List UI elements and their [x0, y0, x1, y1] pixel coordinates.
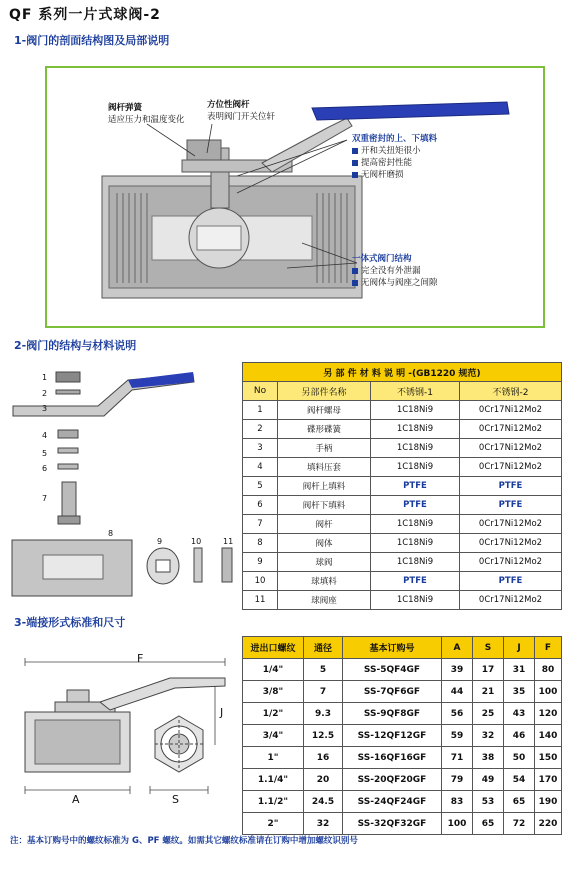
table-cell: 0Cr17Ni12Mo2	[460, 553, 562, 572]
body-item: 完全没有外泄漏	[352, 265, 438, 277]
table-row	[243, 572, 562, 591]
table-cell: SS-9QF8GF	[343, 703, 442, 725]
spring-callout-title: 阀杆弹簧	[108, 103, 143, 113]
table-cell: 7	[304, 681, 343, 703]
table-cell: 0Cr17Ni12Mo2	[460, 458, 562, 477]
table-cell: 43	[504, 703, 535, 725]
table-row	[243, 769, 562, 791]
table-cell: 1.1/2"	[243, 791, 304, 813]
table-cell: 54	[504, 769, 535, 791]
table-cell: 9.3	[304, 703, 343, 725]
table-cell: 阀体	[278, 534, 371, 553]
table-row	[243, 791, 562, 813]
body-callout	[352, 253, 438, 289]
table-cell: 5	[304, 659, 343, 681]
table-cell: 阀杆螺母	[278, 401, 371, 420]
table-cell: 8	[243, 534, 278, 553]
part-number-9: 9	[157, 537, 163, 546]
table-cell: 2"	[243, 813, 304, 835]
page-title: QF 系列一片式球阀-2	[9, 7, 161, 23]
table-cell: 150	[535, 747, 562, 769]
table-cell: 1C18Ni9	[371, 420, 460, 439]
table-cell: 32	[473, 725, 504, 747]
table-row	[243, 747, 562, 769]
dim-label-f: F	[137, 652, 144, 665]
dim-label-s: S	[172, 793, 179, 806]
col-bore: 通径	[304, 637, 343, 659]
table-cell: PTFE	[371, 477, 460, 496]
table-row	[243, 703, 562, 725]
table-cell: SS-24QF24GF	[343, 791, 442, 813]
col-f: F	[535, 637, 562, 659]
table-cell: 24.5	[304, 791, 343, 813]
table-cell: 手柄	[278, 439, 371, 458]
table-cell: SS-20QF20GF	[343, 769, 442, 791]
table-row	[243, 420, 562, 439]
table-row	[243, 496, 562, 515]
table-cell: 1C18Ni9	[371, 534, 460, 553]
table-cell: 140	[535, 725, 562, 747]
table-cell: 190	[535, 791, 562, 813]
table-cell: 碟形碟簧	[278, 420, 371, 439]
table-cell: PTFE	[371, 572, 460, 591]
table-cell: 阀杆下填料	[278, 496, 371, 515]
table-cell: 10	[243, 572, 278, 591]
part-number-1: 1	[42, 373, 48, 382]
table-cell: 填料压套	[278, 458, 371, 477]
table-cell: PTFE	[460, 496, 562, 515]
table-cell: 6	[243, 496, 278, 515]
table-cell: 100	[442, 813, 473, 835]
table-cell: 1C18Ni9	[371, 553, 460, 572]
spring-callout	[108, 102, 185, 126]
table-cell: 31	[504, 659, 535, 681]
table-cell: SS-16QF16GF	[343, 747, 442, 769]
table-row	[243, 681, 562, 703]
col-j: J	[504, 637, 535, 659]
table-cell: 1C18Ni9	[371, 458, 460, 477]
stem-callout-title: 方位性阀杆	[207, 100, 250, 110]
seal-item: 开和关扭矩很小	[352, 145, 437, 157]
table-cell: 5	[243, 477, 278, 496]
table-cell: 83	[442, 791, 473, 813]
table-cell: 72	[504, 813, 535, 835]
stem-callout	[207, 99, 275, 123]
table-cell: 35	[504, 681, 535, 703]
dim-label-a: A	[72, 793, 80, 806]
body-item: 无阀体与阀座之间隙	[352, 277, 438, 289]
table-cell: 0Cr17Ni12Mo2	[460, 420, 562, 439]
table-row	[243, 401, 562, 420]
table-cell: 0Cr17Ni12Mo2	[460, 591, 562, 610]
section3-heading: 3-端接形式标准和尺寸	[14, 616, 126, 629]
body-callout-title: 一体式阀门结构	[352, 254, 412, 264]
table-cell: 3	[243, 439, 278, 458]
table-cell: PTFE	[460, 477, 562, 496]
bullet-icon	[352, 160, 358, 166]
table-cell: 80	[535, 659, 562, 681]
table-row	[243, 725, 562, 747]
table-cell: 71	[442, 747, 473, 769]
table-cell: 1C18Ni9	[371, 439, 460, 458]
col-s: S	[473, 637, 504, 659]
table-cell: 1C18Ni9	[371, 515, 460, 534]
seal-item: 无阀杆磨损	[352, 169, 437, 181]
table-cell: 49	[473, 769, 504, 791]
bullet-icon	[352, 280, 358, 286]
table-cell: 56	[442, 703, 473, 725]
table-cell: 32	[304, 813, 343, 835]
table-row	[243, 591, 562, 610]
col-no: No	[243, 382, 278, 401]
col-order-no: 基本订购号	[343, 637, 442, 659]
dim-label-j: J	[220, 706, 224, 719]
table-cell: 50	[504, 747, 535, 769]
table-cell: 0Cr17Ni12Mo2	[460, 534, 562, 553]
materials-table-title: 另 部 件 材 料 说 明 -(GB1220 规范)	[243, 363, 562, 382]
table-cell: SS-7QF6GF	[343, 681, 442, 703]
part-number-8: 8	[108, 529, 114, 538]
table-cell: 1C18Ni9	[371, 401, 460, 420]
table-cell: 0Cr17Ni12Mo2	[460, 515, 562, 534]
table-cell: 1.1/4"	[243, 769, 304, 791]
table-cell: 65	[473, 813, 504, 835]
table-cell: 阀杆	[278, 515, 371, 534]
table-cell: 1C18Ni9	[371, 591, 460, 610]
table-cell: 20	[304, 769, 343, 791]
table-cell: 46	[504, 725, 535, 747]
table-cell: 53	[473, 791, 504, 813]
col-a: A	[442, 637, 473, 659]
part-number-10: 10	[191, 537, 202, 546]
table-cell: 3/4"	[243, 725, 304, 747]
table-cell: 7	[243, 515, 278, 534]
table-cell: SS-5QF4GF	[343, 659, 442, 681]
dimensions-table	[242, 636, 562, 835]
part-number-4: 4	[42, 431, 48, 440]
table-cell: 1/2"	[243, 703, 304, 725]
table-cell: 9	[243, 553, 278, 572]
col-thread: 进出口螺纹	[243, 637, 304, 659]
bullet-icon	[352, 148, 358, 154]
table-cell: 39	[442, 659, 473, 681]
table-cell: 2	[243, 420, 278, 439]
table-row	[243, 515, 562, 534]
section1-heading: 1-阀门的剖面结构图及局部说明	[14, 34, 170, 47]
table-cell: 17	[473, 659, 504, 681]
table-cell: 170	[535, 769, 562, 791]
part-number-7: 7	[42, 494, 48, 503]
table-cell: 100	[535, 681, 562, 703]
part-number-6: 6	[42, 464, 48, 473]
table-cell: 65	[504, 791, 535, 813]
stem-callout-desc: 表明阀门开关位轩	[207, 112, 276, 122]
materials-table	[242, 362, 562, 610]
table-row	[243, 477, 562, 496]
table-cell: PTFE	[460, 572, 562, 591]
table-cell: 1"	[243, 747, 304, 769]
table-cell: PTFE	[371, 496, 460, 515]
table-row	[243, 458, 562, 477]
table-cell: SS-12QF12GF	[343, 725, 442, 747]
table-row	[243, 659, 562, 681]
seal-callout	[352, 133, 437, 181]
bullet-icon	[352, 172, 358, 178]
table-cell: 12.5	[304, 725, 343, 747]
table-cell: 220	[535, 813, 562, 835]
table-cell: 25	[473, 703, 504, 725]
table-cell: 0Cr17Ni12Mo2	[460, 401, 562, 420]
table-row	[243, 553, 562, 572]
col-steel-2: 不锈钢-2	[460, 382, 562, 401]
table-cell: 1	[243, 401, 278, 420]
table-cell: 38	[473, 747, 504, 769]
seal-item: 提高密封性能	[352, 157, 437, 169]
table-cell: 球填料	[278, 572, 371, 591]
table-cell: 4	[243, 458, 278, 477]
footnote: 注：基本订购号中的螺纹标准为 G、PF 螺纹。如需其它螺纹标准请在订购中增加螺纹识别号	[10, 836, 358, 846]
part-number-3: 3	[42, 404, 48, 413]
table-cell: 球阀座	[278, 591, 371, 610]
table-row	[243, 534, 562, 553]
table-cell: 120	[535, 703, 562, 725]
spring-callout-desc: 适应压力和温度变化	[108, 115, 185, 125]
table-cell: 0Cr17Ni12Mo2	[460, 439, 562, 458]
section2-heading: 2-阀门的结构与材料说明	[14, 339, 137, 352]
table-cell: 16	[304, 747, 343, 769]
part-number-11: 11	[223, 537, 234, 546]
bullet-icon	[352, 268, 358, 274]
table-cell: 44	[442, 681, 473, 703]
table-row	[243, 439, 562, 458]
table-cell: SS-32QF32GF	[343, 813, 442, 835]
col-part-name: 另部件名称	[278, 382, 371, 401]
table-cell: 阀杆上填料	[278, 477, 371, 496]
table-cell: 11	[243, 591, 278, 610]
table-row	[243, 813, 562, 835]
part-number-5: 5	[42, 449, 48, 458]
seal-callout-title: 双重密封的上、下填料	[352, 134, 438, 144]
table-cell: 59	[442, 725, 473, 747]
table-cell: 1/4"	[243, 659, 304, 681]
col-steel-1: 不锈钢-1	[371, 382, 460, 401]
part-number-2: 2	[42, 389, 48, 398]
table-cell: 球阀	[278, 553, 371, 572]
table-cell: 79	[442, 769, 473, 791]
table-cell: 21	[473, 681, 504, 703]
table-cell: 3/8"	[243, 681, 304, 703]
dimension-drawing	[10, 650, 242, 820]
